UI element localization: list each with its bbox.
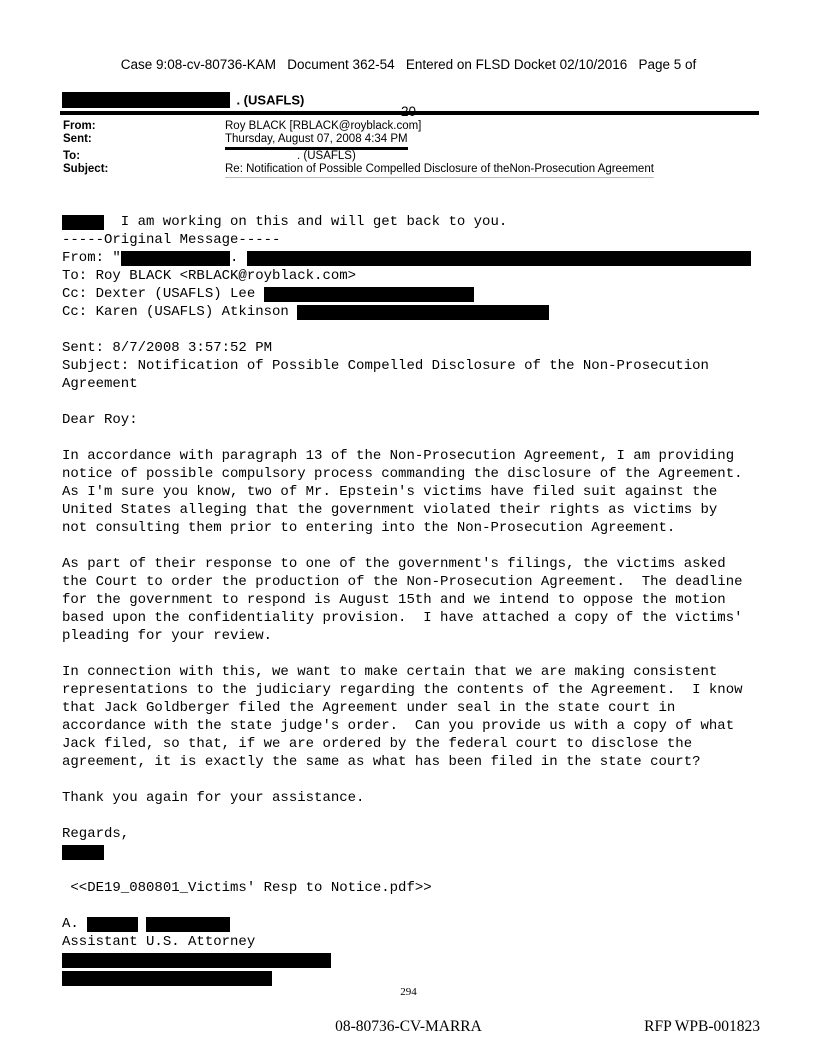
- body-line: [62, 321, 782, 339]
- body-line: [62, 897, 782, 915]
- body-line: [62, 591, 782, 609]
- body-text: Thank you again for your assistance.: [62, 790, 365, 806]
- email-fields: [63, 120, 763, 178]
- body-line: [62, 735, 782, 753]
- body-text: Subject: Notification of Possible Compelled Disclosure of the Non-Prosecution: [62, 358, 709, 374]
- body-line: [62, 573, 782, 591]
- body-line: [62, 249, 782, 267]
- body-text: .: [230, 250, 247, 266]
- field-value: Thursday, August 07, 2008 4:34 PM: [225, 133, 408, 149]
- email-title-text: . (USAFLS): [236, 92, 305, 108]
- body-text: representations to the judiciary regarding the contents of the Agreement. I know: [62, 682, 743, 698]
- header-divider-rule: [60, 111, 759, 115]
- email-body: [62, 213, 782, 987]
- field-value: Re: Notification of Possible Compelled Disclosure of theNon-Prosecution Agreement: [225, 163, 654, 177]
- body-line: [62, 213, 782, 231]
- redaction-bar: [62, 953, 331, 968]
- body-text: As part of their response to one of the government's filings, the victims asked: [62, 556, 726, 572]
- body-text: for the government to respond is August 15th and we intend to oppose the motion: [62, 592, 726, 608]
- redaction-bar: [121, 251, 230, 266]
- body-line: [62, 501, 782, 519]
- court-header-line1: Case 9:08-cv-80736-KAM Document 362-54 Entered on FLSD Docket 02/10/2016 Page 5 of: [120, 57, 697, 72]
- redaction-bar: [62, 971, 272, 986]
- body-line: [62, 465, 782, 483]
- body-line: [62, 609, 782, 627]
- field-label: To:: [63, 149, 81, 162]
- email-title-row: [62, 91, 759, 110]
- body-text: Agreement: [62, 376, 138, 392]
- body-line: [62, 393, 782, 411]
- body-text: Cc: Dexter (USAFLS) Lee: [62, 286, 264, 302]
- field-value: . (USAFLS): [297, 149, 356, 162]
- body-text: not consulting them prior to entering into the Non-Prosecution Agreement.: [62, 520, 676, 536]
- body-line: [62, 933, 782, 951]
- body-text: United States alleging that the government violated their rights as victims by: [62, 502, 718, 518]
- body-text: that Jack Goldberger filed the Agreement under seal in the state court in: [62, 700, 676, 716]
- body-line: [62, 411, 782, 429]
- email-field-row: [63, 120, 763, 133]
- body-line: [62, 879, 782, 897]
- body-text: agreement, it is exactly the same as what has been filed in the state court?: [62, 754, 701, 770]
- body-text: Cc: Karen (USAFLS) Atkinson: [62, 304, 298, 320]
- redaction-bar: [297, 305, 549, 320]
- redaction-bar: [146, 917, 230, 932]
- field-label: Sent:: [63, 133, 92, 146]
- body-line: [62, 303, 782, 321]
- page-number: 294: [400, 986, 417, 998]
- email-field-row: [63, 150, 763, 163]
- body-text: accordance with the state judge's order. Can you provide us with a copy of what: [62, 718, 735, 734]
- email-field-row: [63, 163, 763, 177]
- body-text: Regards,: [62, 826, 130, 842]
- redaction-bar: [87, 917, 137, 932]
- body-line: [62, 807, 782, 825]
- body-line: [62, 951, 782, 969]
- field-label: From:: [63, 120, 96, 132]
- field-label: Subject:: [63, 163, 109, 176]
- docket-stamp: 08-80736-CV-MARRA: [335, 1018, 482, 1035]
- body-text: Jack filed, so that, if we are ordered by the federal court to disclose the: [62, 736, 693, 752]
- body-text: -----Original Message-----: [62, 232, 281, 248]
- body-text: Sent: 8/7/2008 3:57:52 PM: [62, 340, 273, 356]
- body-text: based upon the confidentiality provision. I have attached a copy of the victims': [62, 610, 743, 626]
- body-line: [62, 699, 782, 717]
- body-text: [138, 916, 146, 932]
- body-line: [62, 681, 782, 699]
- body-text: notice of possible compulsory process commanding the disclosure of the Agreement.: [62, 466, 743, 482]
- body-text: the Court to order the production of the Non-Prosecution Agreement. The deadline: [62, 574, 743, 590]
- field-value: Roy BLACK [RBLACK@royblack.com]: [225, 120, 422, 132]
- body-text: A.: [62, 916, 88, 932]
- redaction-bar: [62, 215, 104, 230]
- body-line: [62, 663, 782, 681]
- body-line: [62, 267, 782, 285]
- redaction-bar: [264, 287, 474, 302]
- body-line: [62, 537, 782, 555]
- body-text: In connection with this, we want to make certain that we are making consistent: [62, 664, 718, 680]
- body-line: [62, 825, 782, 843]
- redaction-bar: [247, 251, 751, 266]
- body-text: In accordance with paragraph 13 of the Non-Prosecution Agreement, I am providing: [62, 448, 735, 464]
- email-field-row: [63, 133, 763, 149]
- body-line: [62, 645, 782, 663]
- body-text: pleading for your review.: [62, 628, 273, 644]
- body-line: [62, 483, 782, 501]
- body-line: [62, 627, 782, 645]
- footer: [0, 1018, 817, 1040]
- body-line: [62, 843, 782, 861]
- body-text: From: ": [62, 250, 121, 266]
- body-line: [62, 915, 782, 933]
- body-line: [62, 789, 782, 807]
- body-line: [62, 717, 782, 735]
- body-line: [62, 969, 782, 987]
- body-line: [62, 429, 782, 447]
- body-text: Dear Roy:: [62, 412, 138, 428]
- body-text: As I'm sure you know, two of Mr. Epstein's victims have filed suit against the: [62, 484, 718, 500]
- body-line: [62, 555, 782, 573]
- body-line: [62, 357, 782, 375]
- body-line: [62, 375, 782, 393]
- redaction-bar: [62, 92, 230, 108]
- body-line: [62, 519, 782, 537]
- body-line: [62, 861, 782, 879]
- body-line: [62, 753, 782, 771]
- body-line: [62, 447, 782, 465]
- body-text: Assistant U.S. Attorney: [62, 934, 256, 950]
- body-line: [62, 771, 782, 789]
- body-text: <<DE19_080801_Victims' Resp to Notice.pdf>>: [62, 880, 432, 896]
- court-header: [0, 26, 817, 135]
- body-line: [62, 231, 782, 249]
- body-text: To: Roy BLACK <RBLACK@royblack.com>: [62, 268, 357, 284]
- body-line: [62, 339, 782, 357]
- body-text: I am working on this and will get back to you.: [104, 214, 508, 230]
- redaction-bar: [62, 845, 104, 860]
- bates-number: RFP WPB-001823: [644, 1018, 760, 1035]
- body-line: [62, 285, 782, 303]
